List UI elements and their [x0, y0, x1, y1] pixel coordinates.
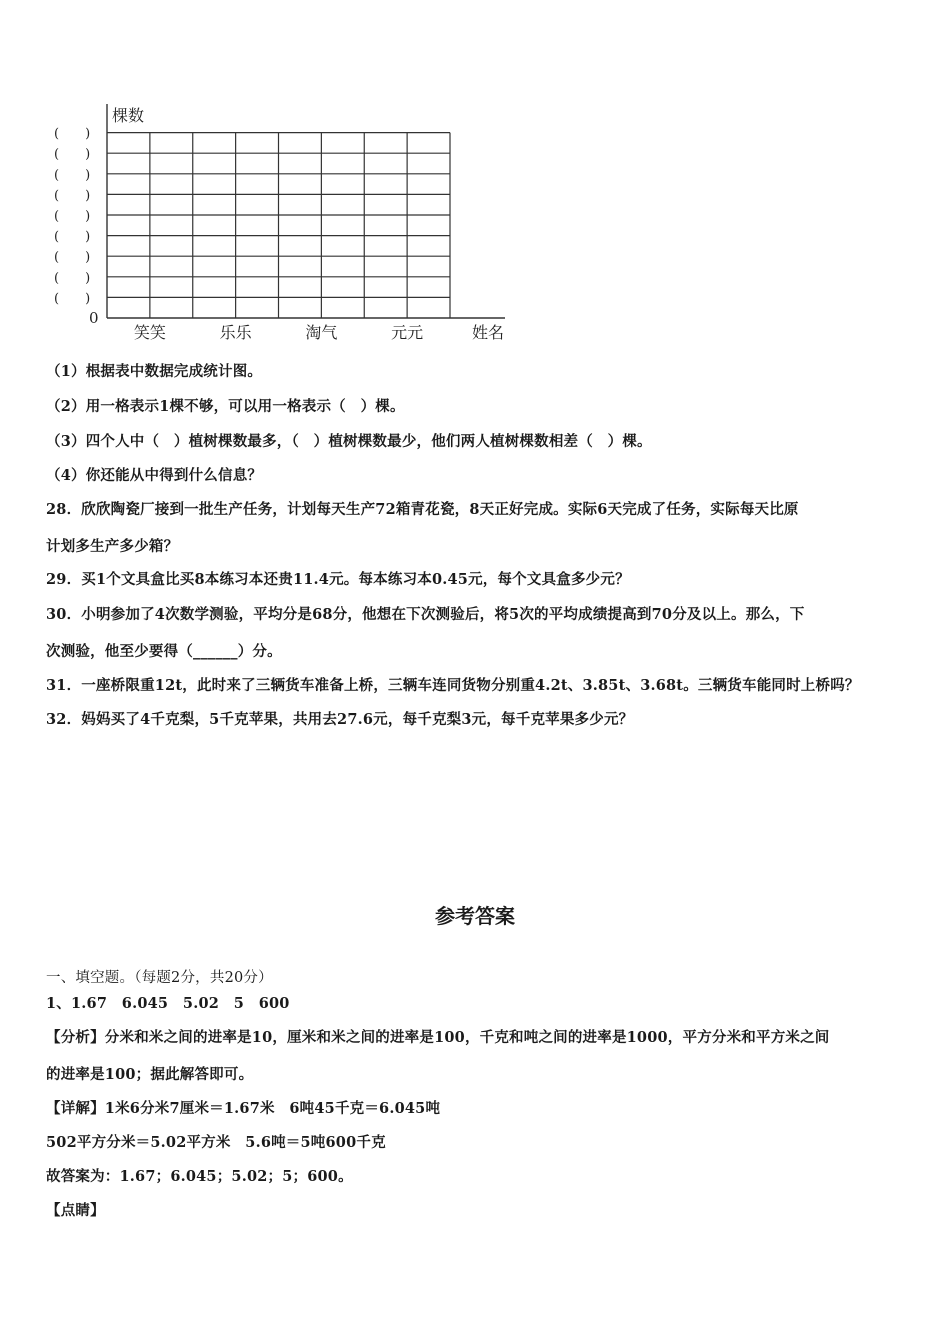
x-category-label: 乐乐 — [219, 323, 252, 342]
answer-analysis-line-1: 【分析】分米和米之间的进率是10，厘米和米之间的进率是100，千克和吨之间的进率是1000，平方分米和平方米之间 — [46, 1029, 830, 1046]
y-tick-blank: ( ) — [54, 209, 91, 224]
question-27-part-3: （3）四个人中（ ）植树棵数最多，（ ）植树棵数最少，他们两人植树棵数相差（ ）棵。 — [46, 433, 652, 450]
answer-conclusion: 故答案为：1.67；6.045；5.02；5；600。 — [46, 1168, 353, 1185]
y-axis-label: 棵数 — [112, 106, 145, 125]
y-tick-blank: ( ) — [54, 270, 91, 286]
x-category-label: 笑笑 — [133, 323, 166, 342]
answer-analysis-line-2: 的进率是100；据此解答即可。 — [46, 1066, 254, 1083]
origin-label: 0 — [89, 309, 99, 327]
x-axis-label: 姓名 — [471, 323, 505, 342]
question-28-line-2: 计划多生产多少箱？ — [46, 538, 179, 555]
question-30-line-2: 次测验，他至少要得（______）分。 — [46, 643, 282, 660]
question-27-part-4: （4）你还能从中得到什么信息？ — [46, 467, 263, 484]
answer-comment: 【点睛】 — [46, 1202, 105, 1219]
question-28-line-1: 28．欣欣陶瓷厂接到一批生产任务，计划每天生产72箱青花瓷，8天正好完成。实际6天完成了任务，实际每天比原 — [46, 501, 799, 518]
y-tick-blank: ( ) — [54, 250, 91, 266]
y-tick-blank: ( ) — [54, 229, 91, 245]
bar-chart-grid — [40, 96, 520, 356]
question-27-part-1: （1）根据表中数据完成统计图。 — [46, 363, 263, 380]
question-29: 29．买1个文具盒比买8本练习本还贵11.4元。每本练习本0.45元，每个文具盒多少元？ — [46, 571, 630, 588]
answer-title: 参考答案 — [435, 904, 515, 928]
answer-section-heading: 一、填空题。（每题2分，共20分） — [46, 970, 273, 986]
answer-detail-line-2: 502平方分米＝5.02平方米 5.6吨＝5吨600千克 — [46, 1134, 386, 1151]
answer-1: 1、1.67 6.045 5.02 5 600 — [46, 995, 290, 1012]
y-tick-blank: ( ) — [54, 167, 91, 183]
x-category-label: 元元 — [391, 323, 424, 342]
answer-detail-line-1: 【详解】1米6分米7厘米＝1.67米 6吨45千克＝6.045吨 — [46, 1100, 441, 1117]
question-30-line-1: 30．小明参加了4次数学测验，平均分是68分，他想在下次测验后，将5次的平均成绩提高到70分及以上。那么，下 — [46, 606, 805, 623]
x-category-label: 淘气 — [305, 323, 338, 342]
y-tick-blank: ( ) — [54, 147, 91, 163]
y-tick-blank: ( ) — [54, 188, 91, 204]
y-tick-blank: ( ) — [54, 126, 91, 142]
question-32: 32．妈妈买了4千克梨，5千克苹果，共用去27.6元，每千克梨3元，每千克苹果多少元？ — [46, 711, 634, 728]
question-31: 31．一座桥限重12t，此时来了三辆货车准备上桥，三辆车连同货物分别重4.2t、3.85t、3.68t。三辆货车能同时上桥吗？ — [46, 677, 860, 694]
y-tick-blank: ( ) — [54, 291, 91, 307]
question-27-part-2: （2）用一格表示1棵不够，可以用一格表示（ ）棵。 — [46, 398, 405, 415]
